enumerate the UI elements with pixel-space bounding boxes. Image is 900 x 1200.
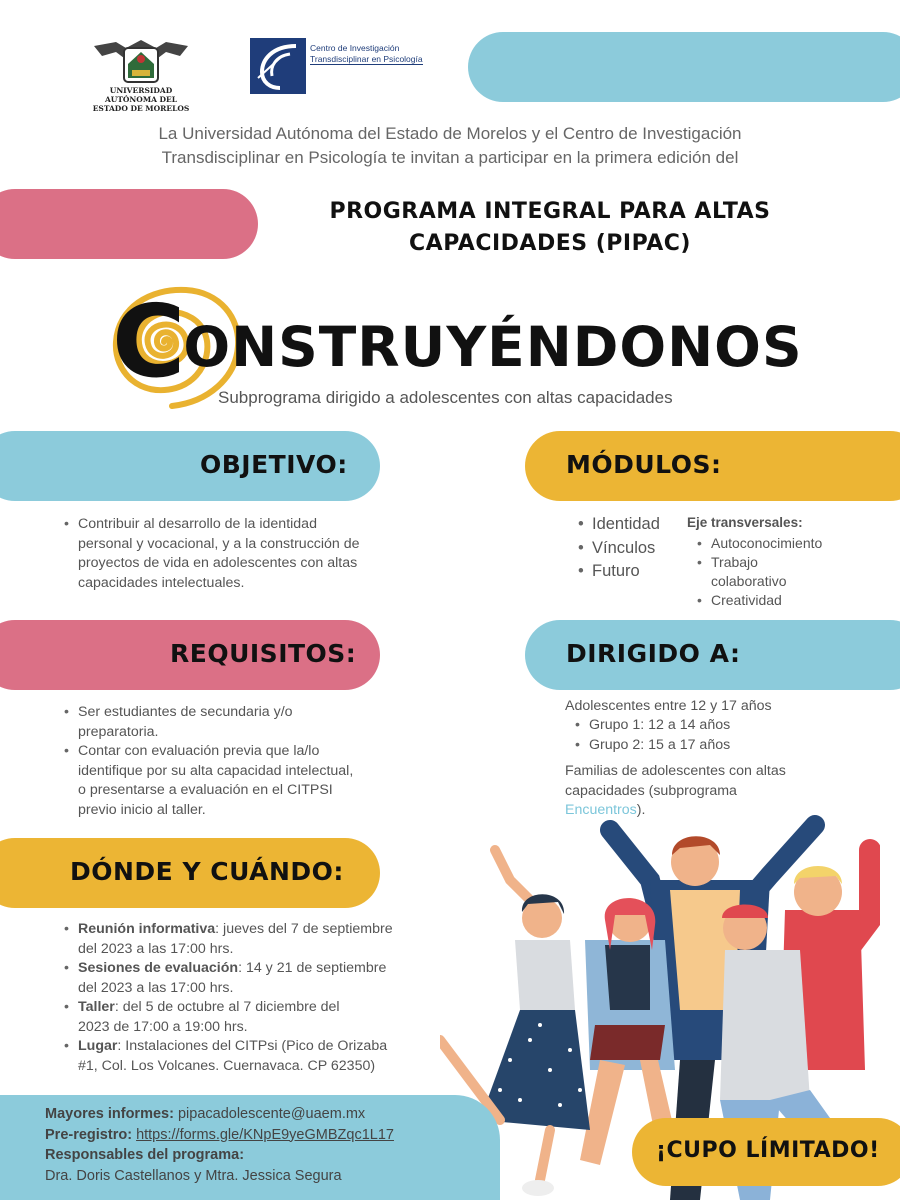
donde-label: Sesiones de evaluación [78,960,239,976]
donde-text: : jueves del 7 de septiembre del 2023 a las 17:00 hrs. [78,921,393,957]
info-label: Mayores informes: [45,1106,174,1122]
donde-label: Lugar [78,1038,118,1054]
uaem-shield-icon [86,34,196,86]
eje-label: Eje transversales: [687,515,803,530]
requisito-item: • Contar con evaluación previa que la/lo identifique por su alta capacidad intelectual, o presentarse a evaluación en el CITPSI previo inicio al taller. [64,742,354,820]
dirigido-intro: Adolescentes entre 12 y 17 años [565,698,772,714]
donde-label: Reunión informativa [78,921,216,937]
program-pink-pill [0,189,258,259]
eje-item-trabajo: • Trabajo colaborativo [697,553,807,591]
grupo-item: • Grupo 2: 15 a 17 años [575,736,730,756]
citpsi-line2: Transdisciplinar en Psicología [310,54,423,64]
encuentros-link[interactable]: Encuentros [565,802,637,818]
resp-label: Responsables del programa: [45,1147,245,1163]
donde-item-sesiones [64,959,409,998]
donde-text: : 14 y 21 de septiembre del 2023 a las 17:00 hrs. [78,960,387,996]
requisitos-heading: REQUISITOS: [170,639,357,668]
eje-list [697,534,847,610]
info-email[interactable]: pipacadolescente@uaem.mx [177,1106,366,1122]
donde-heading: DÓNDE Y CUÁNDO: [70,857,344,886]
uaem-name-line1: UNIVERSIDAD AUTÓNOMA DEL [104,86,178,104]
donde-item-reunion [64,920,409,959]
intro-line1: La Universidad Autónoma del Estado de Morelos y el Centro de Investigación [158,124,742,143]
citpsi-mark-icon [250,38,306,94]
modulo-item-identidad: • Identidad [578,513,660,537]
footer-info [45,1104,394,1186]
donde-list [64,920,409,1076]
modulo-item-futuro: • Futuro [578,560,660,584]
citpsi-logo [250,38,450,98]
uaem-logo [86,34,196,113]
requisitos-list [64,703,354,820]
modulos-list [578,513,660,584]
main-title-initial: C [112,283,184,400]
main-subtitle: Subprograma dirigido a adolescentes con altas capacidades [218,388,673,407]
donde-text: : Instalaciones del CITPsi (Pico de Orizaba #1, Col. Los Volcanes. Cuernavaca. CP 62350) [78,1038,388,1074]
objetivo-heading: OBJETIVO: [200,450,348,479]
uaem-name-line2: ESTADO DE MORELOS [92,104,190,113]
objetivo-item: • Contribuir al desarrollo de la identidad personal y vocacional, y a la construcción de proyectos de vida en adolescentes con altas capacidades intelectuales. [64,515,364,593]
grupo-item: • Grupo 1: 12 a 14 años [575,716,730,736]
intro-line2: Transdisciplinar en Psicología te invitan a participar en la primera edición del [161,148,739,167]
dirigido-groups [575,716,730,755]
prereg-label: Pre-registro: [45,1126,133,1143]
families-end: ). [636,802,646,818]
cupo-text: ¡CUPO LÍMITADO! [656,1138,880,1163]
requisito-item: • Ser estudiantes de secundaria y/o preparatoria. [64,703,324,742]
intro-text [90,122,810,170]
donde-label: Taller [78,999,115,1015]
main-title-rest: ONSTRUYÉNDONOS [183,315,803,379]
prereg-link[interactable]: https://forms.gle/KNpE9yeGMBZqc1L17 [136,1126,394,1143]
objetivo-list [64,515,364,593]
resp-names: Dra. Doris Castellanos y Mtra. Jessica Segura [45,1167,342,1184]
program-title [300,196,800,260]
program-title-line1: PROGRAMA INTEGRAL PARA ALTAS [329,199,771,224]
eje-item-autoconocimiento: • Autoconocimiento [697,534,847,553]
citpsi-line1: Centro de Investigación [310,43,400,53]
donde-item-taller [64,998,374,1037]
header-blue-pill [468,32,900,102]
dirigido-heading: DIRIGIDO A: [566,639,741,668]
families-text: Familias de adolescentes con altas capacidades (subprograma [565,763,786,799]
eje-item-creatividad: • Creatividad [697,591,847,610]
modulos-heading: MÓDULOS: [566,450,722,479]
donde-item-lugar [64,1037,409,1076]
prereg-row [45,1125,394,1146]
modulo-item-vinculos: • Vínculos [578,537,660,561]
donde-text: : del 5 de octubre al 7 diciembre del 2023 de 17:00 a 19:00 hrs. [78,999,340,1035]
info-row [45,1104,394,1125]
program-title-line2: CAPACIDADES (PIPAC) [409,231,691,256]
